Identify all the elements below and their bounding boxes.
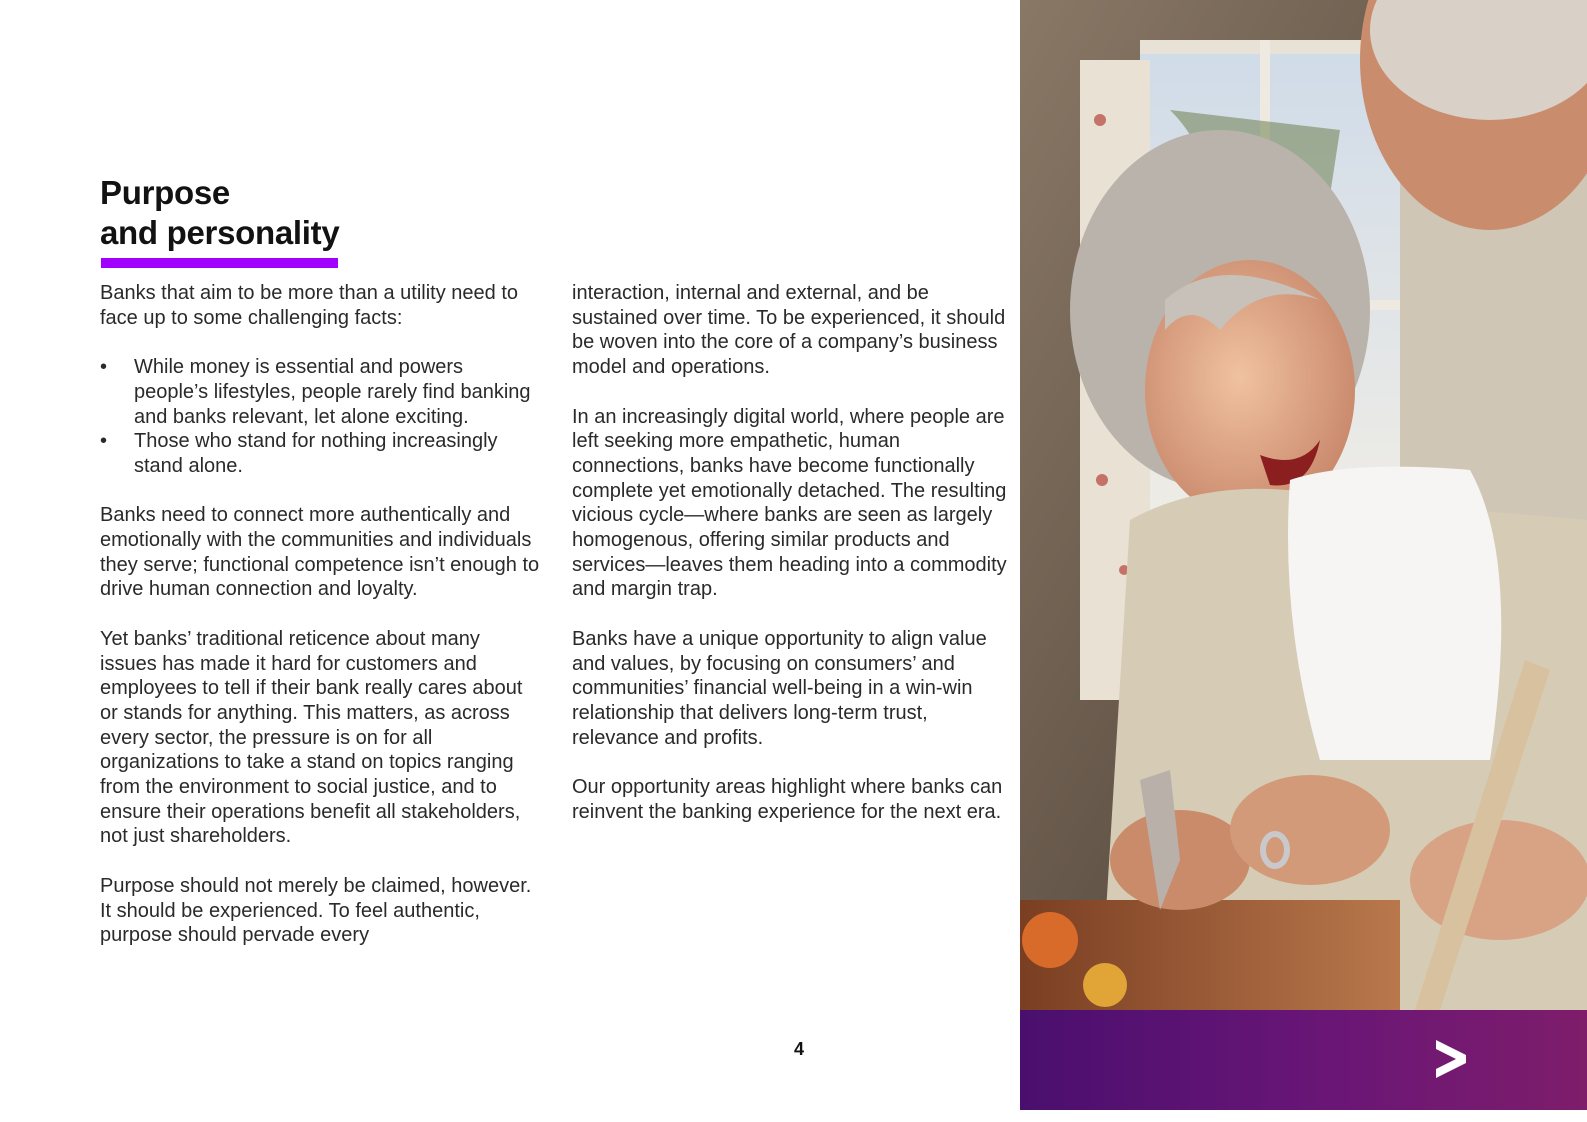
body-paragraph: Our opportunity areas highlight where banks can reinvent the banking experience for the next era. [572,776,1003,823]
greater-than-chevron-logo-icon [1432,1038,1468,1080]
title-accent-bar [101,258,338,268]
page-number: 4 [794,1039,805,1059]
list-item [100,429,540,478]
brand-footer-band [1020,1010,1587,1110]
title-line-1: Purpose [100,174,230,211]
body-paragraph: Banks have a unique opportunity to align value and values, by focusing on consumers’ and communities’ financial well-being in a win-win relationship that delivers long-term trust, relevance and profits. [572,627,987,749]
hero-photo [1020,0,1587,1010]
title-line-2: and personality [100,214,340,251]
body-paragraph: interaction, internal and external, and be sustained over time. To be experienced, it should be woven into the core of a company’s business model and operations. [572,282,1006,379]
bullet-glyph: • [100,430,108,453]
list-item-text: Those who stand for nothing increasingly stand alone. [134,430,498,477]
page-title [100,173,339,253]
intro-paragraph: Banks that aim to be more than a utility need to face up to some challenging facts: [100,282,519,329]
body-paragraph: Yet banks’ traditional reticence about many issues has made it hard for customers and employees to tell if their bank really cares about or stands for anything. This matters, as across every sector, the pressure is on for all organizations to take a stand on topics ranging from the environment to social justice, and to ensure their operations benefit all stakeholders, not just shareholders. [100,627,523,848]
bullet-glyph: • [100,356,108,379]
right-text-column [572,281,1012,849]
list-item-text: While money is essential and powers people’s lifestyles, people rarely find banking and banks relevant, let alone exciting. [134,356,531,428]
body-paragraph: In an increasingly digital world, where people are left seeking more empathetic, human connections, banks have become functionally complete yet emotionally detached. The resulting vicious cycle—where banks are seen as largely homogenous, offering similar products and services—leaves them heading into a commodity and margin trap. [572,405,1007,601]
left-text-column [100,281,540,973]
list-item [100,355,540,429]
body-paragraph: Purpose should not merely be claimed, however. It should be experienced. To feel authentic, purpose should pervade every [100,874,532,947]
body-paragraph: Banks need to connect more authentically and emotionally with the communities and individuals they serve; functional competence isn’t enough to drive human connection and loyalty. [100,504,540,601]
facts-list [100,355,540,479]
